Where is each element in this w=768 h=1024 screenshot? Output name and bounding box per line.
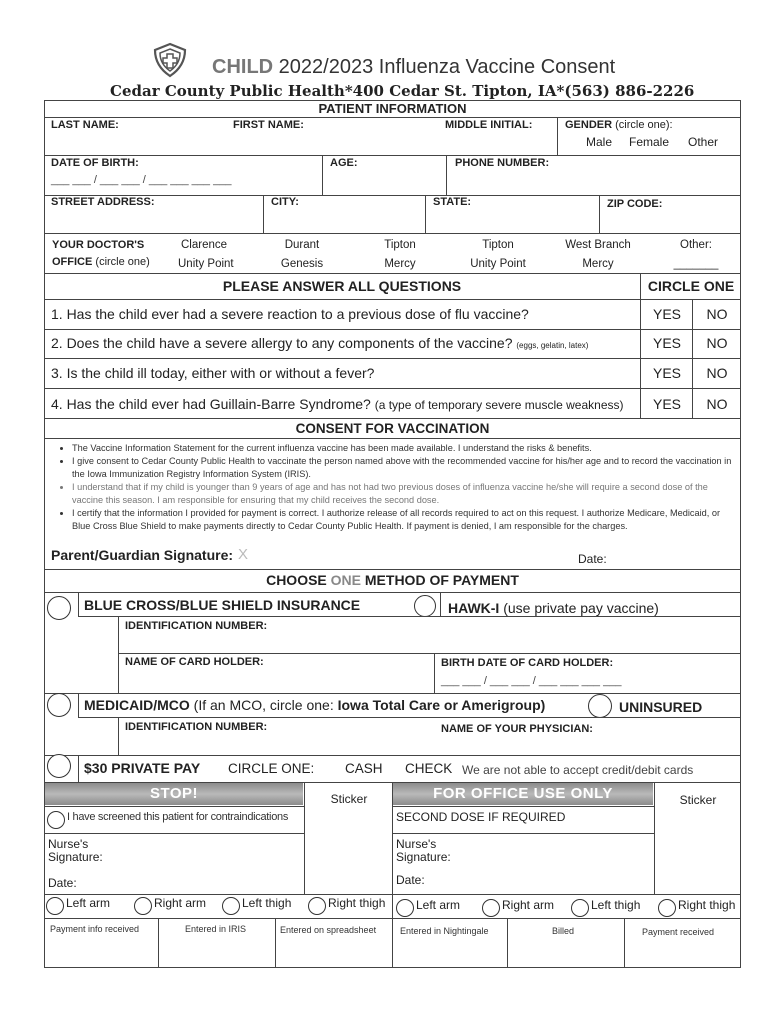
site2-left-arm-radio[interactable]: [396, 899, 414, 917]
city-label: CITY:: [271, 196, 299, 208]
state-label: STATE:: [433, 196, 472, 208]
card-holder-dob-field[interactable]: ___ ___ / ___ ___ / ___ ___ ___ ___: [441, 675, 622, 687]
title-text: 2022/2023 Influenza Vaccine Consent: [278, 56, 616, 78]
questions-heading: PLEASE ANSWER ALL QUESTIONS: [222, 278, 462, 294]
doctor-option-durant[interactable]: Durant Genesis: [280, 239, 324, 270]
state-field[interactable]: [427, 208, 597, 232]
site2-left-thigh-label: Left thigh: [591, 898, 641, 912]
site-left-thigh-radio[interactable]: [222, 897, 240, 915]
consent-heading: CONSENT FOR VACCINATION: [295, 421, 490, 436]
consent-statement: • I certify that the information I provided for payment is correct. I authorize release of all records required to act on this request. I authorize Medicare, Medicaid, or Blue Cross Blue Shield to make payments directly to Cedar County Public Health. If payment is denied, I am responsible for the charges.: [72, 507, 738, 533]
first-name-field[interactable]: [233, 131, 438, 153]
billed-label: Billed: [552, 926, 575, 936]
site-left-arm-label: Left arm: [66, 896, 111, 910]
sticker-label: Sticker: [330, 792, 368, 806]
doctor-option-west-branch[interactable]: West Branch Mercy: [565, 239, 631, 270]
bcbs-label: BLUE CROSS/BLUE SHIELD INSURANCE: [84, 597, 361, 613]
phone-field[interactable]: [448, 170, 738, 192]
cash-option[interactable]: CASH: [345, 761, 383, 776]
question-3: 3. Is the child ill today, either with or without a fever?: [51, 365, 375, 381]
gender-option-male[interactable]: Male: [586, 135, 613, 149]
site-right-thigh-radio[interactable]: [308, 897, 326, 915]
gender-label: GENDER (circle one):: [565, 119, 673, 131]
question-2-yes[interactable]: YES: [652, 335, 681, 351]
card-holder-field[interactable]: [122, 668, 432, 690]
question-4-note: (a type of temporary severe muscle weakness): [374, 398, 624, 412]
site2-right-thigh-radio[interactable]: [658, 899, 676, 917]
consent-statement: • I understand that if my child is younger than 9 years of age and has not had two previous doses of influenza vaccine he/she will require a second dose of the vaccine this season. I am responsible for ensuring that my child receives the second dose.: [72, 481, 738, 507]
street-field[interactable]: [46, 208, 260, 232]
physician-label: NAME OF YOUR PHYSICIAN:: [441, 723, 593, 735]
circle-one-heading: CIRCLE ONE: [647, 278, 735, 294]
office-use-banner: FOR OFFICE USE ONLY: [393, 783, 653, 805]
city-field[interactable]: [265, 208, 423, 232]
nurse-date-label-2: Date:: [396, 873, 425, 887]
card-holder-dob-label: BIRTH DATE OF CARD HOLDER:: [441, 657, 614, 669]
medicaid-label: MEDICAID/MCO (If an MCO, circle one: Iowa Total Care or Amerigroup): [84, 697, 546, 713]
site2-right-arm-radio[interactable]: [482, 899, 500, 917]
doctor-option-tipton-mercy[interactable]: Tipton Mercy: [384, 239, 416, 270]
bcbs-radio[interactable]: [47, 596, 71, 620]
site-right-arm-radio[interactable]: [134, 897, 152, 915]
signature-mark: X: [238, 546, 249, 563]
gender-option-other[interactable]: Other: [688, 135, 719, 149]
zip-label: ZIP CODE:: [607, 198, 663, 210]
nurse-signature-label-2: Nurse's Signature:: [396, 837, 451, 864]
medicaid-id-field[interactable]: [122, 733, 432, 753]
question-3-yes[interactable]: YES: [652, 365, 681, 381]
consent-statement: • The Vaccine Information Statement for the current influenza vaccine has been made available. I understand the risks & benefits.: [72, 442, 738, 455]
site2-left-arm-label: Left arm: [416, 898, 461, 912]
consent-date-label: Date:: [578, 552, 607, 566]
medicaid-id-label: IDENTIFICATION NUMBER:: [125, 721, 268, 733]
nurse-date-field-2[interactable]: [428, 870, 648, 888]
signature-label: Parent/Guardian Signature:: [51, 547, 234, 563]
doctor-office-label: YOUR DOCTOR'S OFFICE (circle one): [52, 239, 150, 268]
nurse-date-field[interactable]: [80, 872, 300, 890]
uninsured-radio[interactable]: [588, 694, 612, 718]
patient-info-heading: PATIENT INFORMATION: [318, 101, 467, 116]
gender-option-female[interactable]: Female: [629, 135, 670, 149]
last-name-label: LAST NAME:: [51, 119, 119, 131]
last-name-field[interactable]: [46, 131, 226, 153]
doctor-option-tipton-unity[interactable]: Tipton Unity Point: [470, 239, 526, 270]
site-left-arm-radio[interactable]: [46, 897, 64, 915]
middle-initial-label: MIDDLE INITIAL:: [445, 119, 533, 131]
nurse-date-label: Date:: [48, 876, 77, 890]
screened-label: I have screened this patient for contraindications: [67, 811, 289, 823]
first-name-label: FIRST NAME:: [233, 119, 304, 131]
entered-iris-label: Entered in IRIS: [185, 924, 247, 934]
sticker-label-2: Sticker: [679, 793, 717, 807]
medicaid-radio[interactable]: [47, 693, 71, 717]
payment-info-received-label: Payment info received: [50, 924, 140, 934]
site2-left-thigh-radio[interactable]: [571, 899, 589, 917]
doctor-option-other[interactable]: Other: _______: [673, 239, 719, 270]
shield-logo-icon: [150, 42, 190, 78]
question-2-note: (eggs, gelatin, latex): [516, 341, 589, 350]
entered-nightingale-label: Entered in Nightingale: [400, 926, 489, 936]
second-dose-label: SECOND DOSE IF REQUIRED: [396, 810, 566, 824]
question-1-yes[interactable]: YES: [652, 306, 681, 322]
entered-spreadsheet-label: Entered on spreadsheet: [280, 925, 377, 935]
site-right-arm-label: Right arm: [154, 896, 207, 910]
site-right-thigh-label: Right thigh: [328, 896, 386, 910]
private-pay-label: $30 PRIVATE PAY: [84, 760, 201, 776]
question-2-no[interactable]: NO: [706, 335, 728, 351]
signature-field[interactable]: [256, 545, 556, 565]
hawk-radio[interactable]: [414, 595, 436, 617]
bcbs-id-label: IDENTIFICATION NUMBER:: [125, 620, 268, 632]
dob-field[interactable]: ___ ___ / ___ ___ / ___ ___ ___ ___: [51, 174, 232, 186]
middle-initial-field[interactable]: [445, 131, 555, 153]
form-title: [212, 56, 615, 79]
site2-right-arm-label: Right arm: [502, 898, 555, 912]
site-left-thigh-label: Left thigh: [242, 896, 292, 910]
check-option[interactable]: CHECK: [405, 761, 453, 776]
question-2: 2. Does the child have a severe allergy to any components of the vaccine? (eggs, gelatin, latex): [51, 335, 589, 351]
payment-received-label: Payment received: [642, 927, 715, 937]
physician-field[interactable]: [441, 735, 737, 753]
consent-statement: • I give consent to Cedar County Public Health to vaccinate the person named above with the recommended vaccine for his/her age and to record the vaccination in the Iowa Immunization Registry Information System (IRIS).: [72, 455, 738, 481]
question-4-no[interactable]: NO: [706, 396, 728, 412]
consent-date-field[interactable]: [612, 548, 737, 566]
zip-field[interactable]: [601, 212, 739, 232]
bcbs-id-field[interactable]: [122, 632, 737, 652]
nurse-signature-field-2[interactable]: [458, 840, 648, 864]
no-cards-note: We are not able to accept credit/debit cards: [462, 763, 694, 777]
age-field[interactable]: [324, 170, 444, 192]
street-label: STREET ADDRESS:: [51, 196, 155, 208]
question-4: 4. Has the child ever had Guillain-Barre Syndrome? (a type of temporary severe muscle weakness): [51, 396, 624, 412]
consent-statements: [50, 442, 738, 533]
question-1-no[interactable]: NO: [706, 306, 728, 322]
stop-banner: STOP!: [45, 783, 303, 805]
dob-label: DATE OF BIRTH:: [51, 157, 139, 169]
age-label: AGE:: [330, 157, 358, 169]
question-4-yes[interactable]: YES: [652, 396, 681, 412]
title-child: CHILD: [212, 56, 274, 78]
private-pay-radio[interactable]: [47, 754, 71, 778]
nurse-signature-label: Nurse's Signature:: [48, 837, 103, 864]
card-holder-label: NAME OF CARD HOLDER:: [125, 656, 264, 668]
hawk-label: HAWK-I (use private pay vaccine): [448, 600, 659, 616]
nurse-signature-field[interactable]: [110, 840, 300, 864]
uninsured-label: UNINSURED: [619, 699, 703, 715]
phone-label: PHONE NUMBER:: [455, 157, 550, 169]
form-subtitle: Cedar County Public Health*400 Cedar St. Tipton, IA*(563) 886-2226: [110, 82, 695, 100]
question-3-no[interactable]: NO: [706, 365, 728, 381]
question-1: 1. Has the child ever had a severe reaction to a previous dose of flu vaccine?: [51, 306, 529, 322]
private-pay-circle-one: CIRCLE ONE:: [228, 761, 315, 776]
screened-checkbox[interactable]: [47, 811, 65, 829]
doctor-option-clarence[interactable]: Clarence Unity Point: [178, 239, 234, 270]
site2-right-thigh-label: Right thigh: [678, 898, 736, 912]
payment-heading: CHOOSE ONE METHOD OF PAYMENT: [266, 572, 519, 588]
